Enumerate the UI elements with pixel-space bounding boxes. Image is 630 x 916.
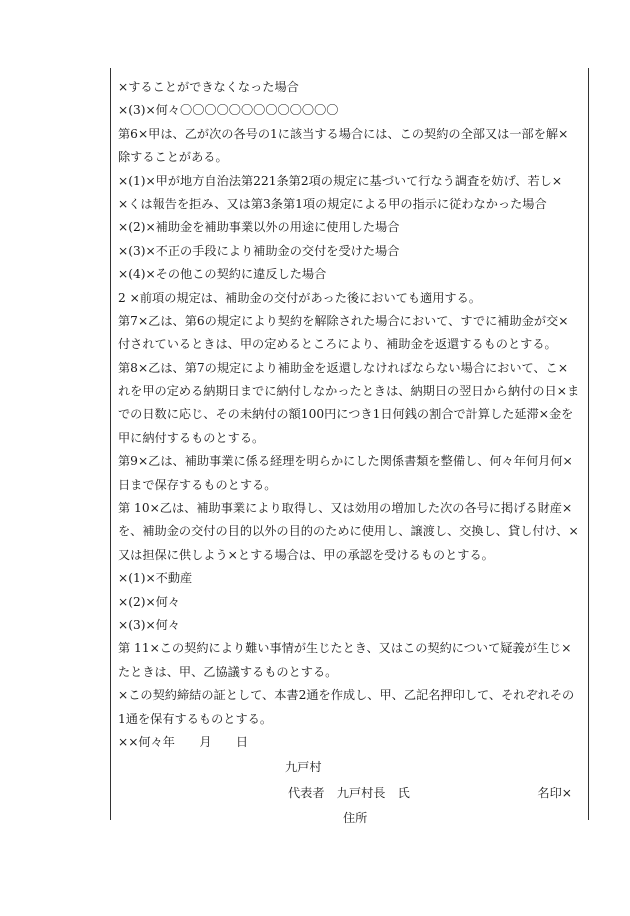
text-line: 第9×乙は、補助事業に係る経理を明らかにした関係書類を整備し、何々年何月何× [118, 454, 573, 469]
text-line: での日数に応じ、その未納付の額100円につき1日何銭の割合で計算した延滞×金を [118, 407, 574, 422]
text-line: 除することがある。 [118, 150, 228, 165]
text-line: ×(1)×甲が地方自治法第221条第2項の規定に基づいて行なう調査を妨げ、若し× [118, 173, 563, 188]
right-border-line [588, 68, 589, 820]
text-line: 第 10×乙は、補助事業により取得し、又は効用の増加した次の各号に掲げる財産× [118, 501, 573, 516]
text-line: ×(2)×補助金を補助事業以外の用途に使用した場合 [118, 220, 400, 235]
text-line: ×(4)×その他この契約に違反した場合 [118, 267, 327, 282]
text-line: ×(3)×何々〇〇〇〇〇〇〇〇〇〇〇〇〇 [118, 103, 339, 118]
text-line: ×(3)×何々 [118, 617, 181, 632]
signature-representative-line [118, 782, 584, 805]
signature-seal: 名印× [537, 785, 572, 800]
text-line: ×(3)×不正の手段により補助金の交付を受けた場合 [118, 243, 400, 258]
document-body [118, 76, 584, 831]
text-line: 又は担保に供しよう×とする場合は、甲の承認を受けるものとする。 [118, 547, 494, 562]
text-line: ×くは報告を拒み、又は第3条第1項の規定による甲の指示に従わなかった場合 [118, 196, 547, 211]
text-line: 第8×乙は、第7の規定により補助金を返還しなければならない場合において、こ× [118, 360, 569, 375]
text-line: 1通を保有するものとする。 [118, 711, 273, 726]
text-line: 付されているときは、甲の定めるところにより、補助金を返還するものとする。 [118, 337, 557, 352]
text-line: たときは、甲、乙協議するものとする。 [118, 664, 338, 679]
text-line: ×(1)×不動産 [118, 571, 193, 586]
text-line: れを甲の定める納期日までに納付しなかったときは、納期日の翌日から納付の日×ま [118, 384, 580, 399]
text-line: 甲に納付するものとする。 [118, 430, 265, 445]
text-line: 2 ×前項の規定は、補助金の交付があった後においても適用する。 [118, 290, 481, 305]
text-line: ×この契約締結の証として、本書2通を作成し、甲、乙記名押印して、それぞれその [118, 688, 575, 703]
date-line: ××何々年 月 日 [118, 734, 249, 749]
text-line: 第6×甲は、乙が次の各号の1に該当する場合には、この契約の全部又は一部を解× [118, 126, 569, 141]
text-line: ×することができなくなった場合 [118, 80, 299, 94]
signature-village: 九戸村 [285, 760, 322, 775]
text-line: 日まで保存するものとする。 [118, 477, 277, 492]
left-border-line [110, 68, 111, 820]
signature-representative: 代表者 九戸村長 氏 [288, 785, 410, 800]
text-line: を、補助金の交付の目的以外の目的のために使用し、譲渡し、交換し、貸し付け、× [118, 524, 579, 539]
text-line: 第7×乙は、第6の規定により契約を解除された場合において、すでに補助金が交× [118, 313, 569, 328]
text-line: 第 11×この契約により難い事情が生じたとき、又はこの契約について疑義が生じ× [118, 641, 572, 656]
text-line: ×(2)×何々 [118, 594, 181, 609]
signature-address: 住所 [343, 811, 368, 826]
